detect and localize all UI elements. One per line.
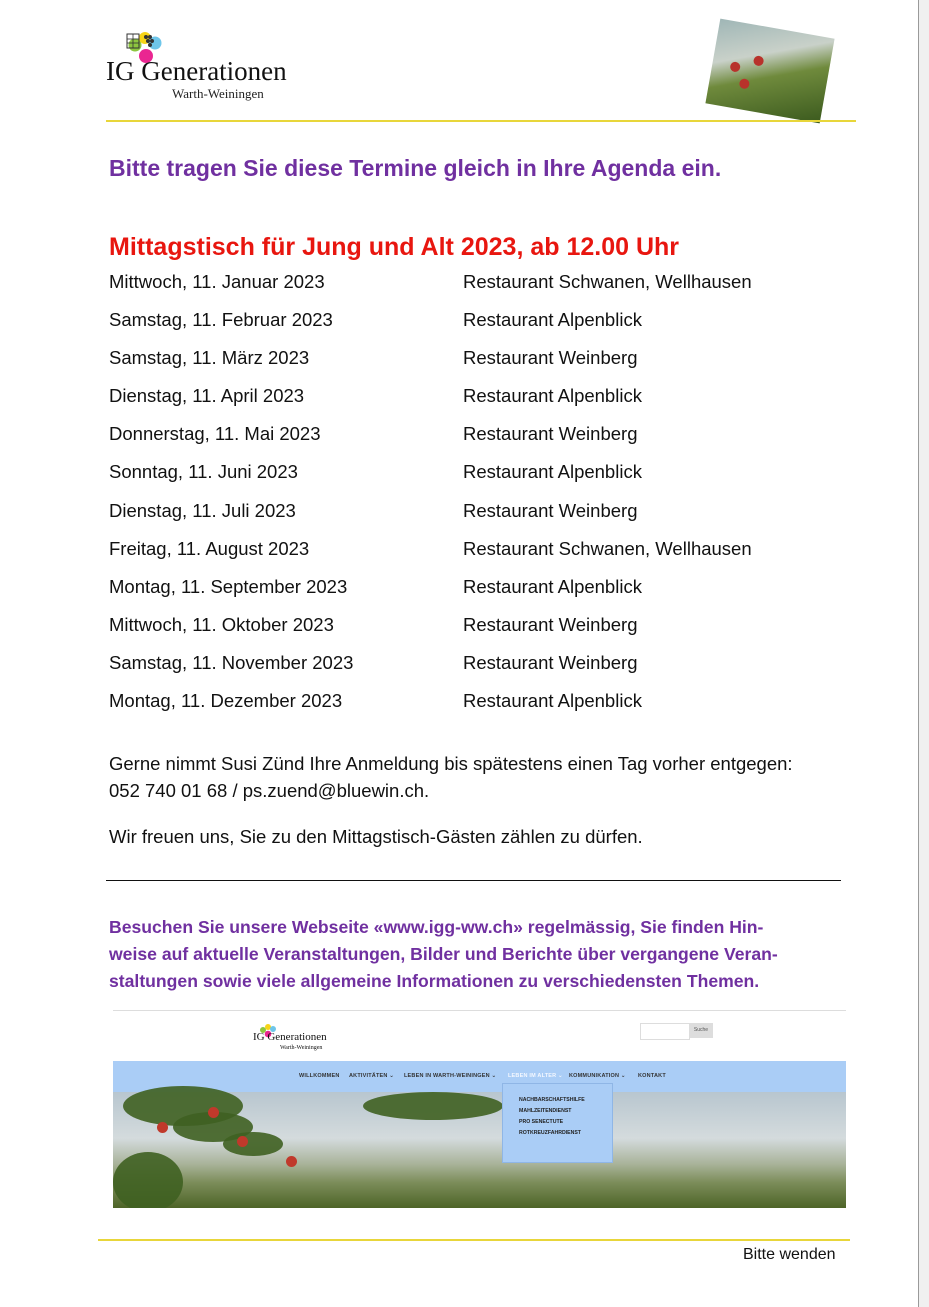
header-photo-apples [705,19,834,124]
schedule-row [109,423,809,461]
schedule-date: Montag, 11. September 2023 [109,575,348,597]
website-invitation-line-1: Besuchen Sie unsere Webseite «www.igg-ww.ch» regelmässig, Sie finden Hin- [109,917,764,937]
lunch-schedule [109,271,809,728]
website-logo [253,1023,343,1057]
website-dropdown-item[interactable]: MAHLZEITENDIENST [519,1108,572,1114]
schedule-row [109,690,809,728]
website-hero-image [113,1092,846,1208]
website-invitation-line-3: staltungen sowie viele allgemeine Informationen zu verschiedensten Themen. [109,971,760,991]
logo [106,30,336,110]
website-nav-item-active[interactable]: LEBEN IM ALTER ⌄ [508,1073,563,1079]
schedule-place: Restaurant Weinberg [463,347,638,369]
schedule-row [109,576,809,614]
schedule-date: Montag, 11. Dezember 2023 [109,690,343,712]
schedule-date: Samstag, 11. März 2023 [109,347,310,369]
schedule-place: Restaurant Alpenblick [463,690,642,712]
website-screenshot [113,1010,846,1208]
website-nav [113,1061,846,1092]
closing-text: Wir freuen uns, Sie zu den Mittagstisch-Gästen zählen zu dürfen. [109,826,643,847]
registration-contact: 052 740 01 68 / ps.zuend@bluewin.ch. [109,780,430,801]
logo-title: IG Generationen [106,56,287,86]
schedule-row [109,385,809,423]
website-nav-item[interactable]: LEBEN IN WARTH-WEININGEN ⌄ [404,1073,497,1079]
schedule-place: Restaurant Weinberg [463,499,638,521]
website-nav-item[interactable]: AKTIVITÄTEN ⌄ [349,1073,395,1079]
schedule-row [109,538,809,576]
registration-text [109,750,793,804]
schedule-date: Mittwoch, 11. Oktober 2023 [109,613,334,635]
schedule-date: Donnerstag, 11. Mai 2023 [109,423,321,445]
schedule-date: Samstag, 11. Februar 2023 [109,309,333,331]
schedule-date: Samstag, 11. November 2023 [109,651,354,673]
schedule-place: Restaurant Alpenblick [463,575,642,597]
logo-subtitle: Warth-Weiningen [172,86,264,101]
schedule-row [109,347,809,385]
website-nav-item[interactable]: KOMMUNIKATION ⌄ [569,1073,626,1079]
schedule-date: Mittwoch, 11. Januar 2023 [109,271,325,292]
schedule-place: Restaurant Schwanen, Wellhausen [463,537,752,559]
schedule-date: Dienstag, 11. Juli 2023 [109,499,296,521]
website-dropdown-item[interactable]: ROTKREUZFAHRDIENST [519,1130,581,1136]
website-dropdown-item[interactable]: PRO SENECTUTE [519,1119,564,1125]
website-dropdown-item[interactable]: NACHBARSCHAFTSHILFE [519,1097,585,1103]
website-invitation-line-2: weise auf aktuelle Veranstaltungen, Bilder und Berichte über vergangene Veran- [109,944,778,964]
schedule-date: Freitag, 11. August 2023 [109,537,310,559]
schedule-place: Restaurant Weinberg [463,613,638,635]
coat-of-arms-icon [126,30,158,50]
schedule-place: Restaurant Weinberg [463,423,638,445]
schedule-date: Dienstag, 11. April 2023 [109,385,305,407]
website-nav-item[interactable]: KONTAKT [638,1073,666,1079]
agenda-headline: Bitte tragen Sie diese Termine gleich in Ihre Agenda ein. [109,155,722,181]
footer-note: Bitte wenden [743,1246,836,1263]
schedule-row [109,500,809,538]
schedule-place: Restaurant Weinberg [463,651,638,673]
schedule-row [109,461,809,499]
website-logo-title: IG Generationen [253,1031,327,1043]
website-search-input[interactable] [640,1023,690,1040]
website-nav-item[interactable]: WILLKOMMEN [299,1073,340,1079]
schedule-date: Sonntag, 11. Juni 2023 [109,461,298,483]
website-logo-subtitle: Warth-Weiningen [280,1045,323,1051]
schedule-row [109,614,809,652]
schedule-row [109,309,809,347]
schedule-row [109,652,809,690]
footer-divider [98,1239,850,1241]
schedule-place: Restaurant Alpenblick [463,385,642,407]
schedule-place: Restaurant Schwanen, Wellhausen [463,271,752,292]
page-edge [918,0,929,1307]
schedule-place: Restaurant Alpenblick [463,309,642,331]
schedule-place: Restaurant Alpenblick [463,461,642,483]
website-dropdown-menu [502,1083,613,1163]
section-divider [106,880,841,881]
website-search-button[interactable]: Suche [689,1023,713,1038]
lunch-schedule-title: Mittagstisch für Jung und Alt 2023, ab 12.00 Uhr [109,233,680,261]
website-invitation [109,914,839,995]
schedule-row [109,271,809,309]
header-divider [106,120,856,122]
registration-line-1: Gerne nimmt Susi Zünd Ihre Anmeldung bis spätestens einen Tag vorher entgegen: [109,753,793,774]
